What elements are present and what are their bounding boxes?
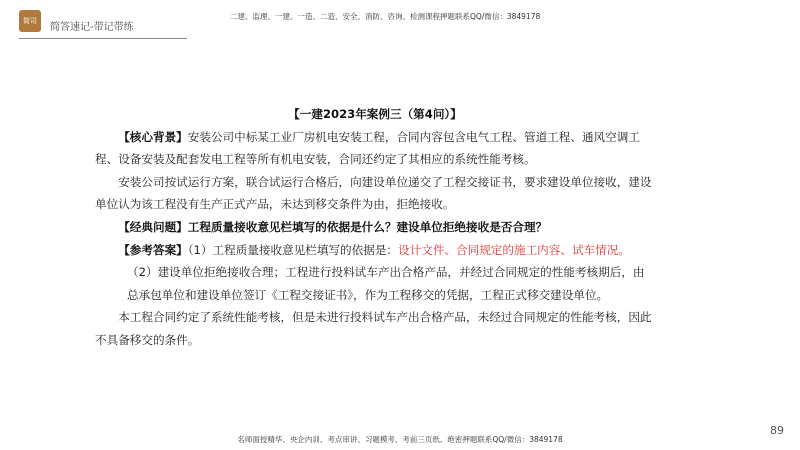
answer-label: 【参考答案】 bbox=[118, 242, 188, 257]
question-text: 工程质量接收意见栏填写的依据是什么？建设单位拒绝接收是否合理？ bbox=[187, 219, 548, 234]
answer-part1-highlight: 设计文件、合同规定的施工内容、试车情况。 bbox=[398, 242, 630, 257]
background-paragraph bbox=[95, 126, 655, 171]
background-text: 安装公司中标某工业厂房机电安装工程，合同内容包含电气工程、管道工程、通风空调工程、设备安装及配套发电工程等所有机电安装，合同还约定了其相应的系统性能考核。 bbox=[95, 129, 640, 167]
logo: 简司 bbox=[19, 10, 41, 32]
answer-paragraph-1 bbox=[95, 239, 655, 262]
header-divider bbox=[19, 38, 187, 39]
footer-contact: 名师面授精华、央企内训、考点串讲、习题模考、考前三页纸、绝密押题联系QQ/微信：3849178 bbox=[237, 435, 563, 444]
context-paragraph: 安装公司按试运行方案，联合试运行合格后，向建设单位递交了工程交接证书，要求建设单位接收，建设单位认为该工程没有生产正式产品，未达到移交条件为由，拒绝接收。 bbox=[95, 174, 652, 212]
case-title: 【一建2023年案例三（第4问）】 bbox=[288, 107, 462, 121]
background-label: 【核心背景】 bbox=[118, 129, 188, 144]
page-number: 89 bbox=[770, 424, 784, 437]
question-paragraph bbox=[95, 216, 655, 239]
header-contact: 二建、监理、一建、一造、二造、安全、消防、咨询、检测课程押题联系QQ/微信：3849178 bbox=[230, 12, 541, 21]
answer-paragraph-2: （2）建设单位拒绝接收合理；工程进行投料试车产出合格产品，并经过合同规定的性能考核期后，由总承包单位和建设单位签订《工程交接证书》，作为工程移交的凭据，工程正式移交建设单位。 bbox=[127, 265, 645, 302]
question-label: 【经典问题】 bbox=[118, 219, 188, 234]
conclusion-paragraph: 本工程合同约定了系统性能考核，但是未进行投料试车产出合格产品，未经过合同规定的性能考核，因此不具备移交的条件。 bbox=[95, 310, 652, 347]
header-title: 简答速记-带记带练 bbox=[50, 22, 134, 33]
answer-part1-prefix: （1）工程质量接收意见栏填写的依据是： bbox=[187, 242, 399, 257]
document-body bbox=[95, 103, 655, 352]
